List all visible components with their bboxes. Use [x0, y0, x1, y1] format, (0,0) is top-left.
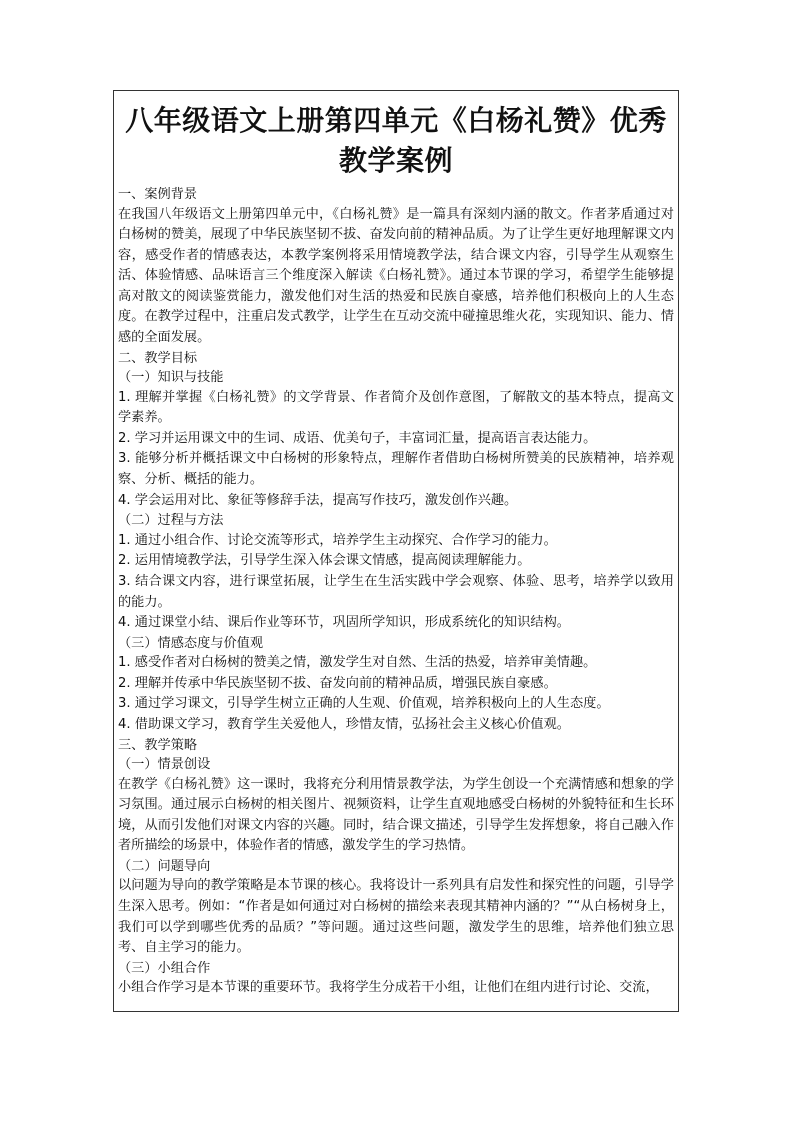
list-item: 3. 结合课文内容，进行课堂拓展，让学生在生活实践中学会观察、体验、思考，培养学以致用的能力。 [118, 573, 674, 610]
list-item: 1. 通过小组合作、讨论交流等形式，培养学生主动探究、合作学习的能力。 [118, 532, 557, 548]
list-item: 3. 能够分析并概括课文中白杨树的形象特点，理解作者借助白杨树所赞美的民族精神，培养观察、分析、概括的能力。 [118, 451, 674, 488]
subsection-heading: （三）情感态度与价值观 [118, 635, 264, 651]
document-title: 八年级语文上册第四单元《白杨礼赞》优秀教学案例 [125, 104, 667, 177]
list-item: 1. 理解并掌握《白杨礼赞》的文学背景、作者简介及创作意图，了解散文的基本特点，提高文学素养。 [118, 389, 674, 426]
section-heading: 三、教学策略 [118, 737, 198, 753]
paragraph: 在教学《白杨礼赞》这一课时，我将充分利用情景教学法，为学生创设一个充满情感和想象的学习氛围。通过展示白杨树的相关图片、视频资料，让学生直观地感受白杨树的外貌特征和生长环境，从而引发他们对课文内容的兴趣。同时，结合课文描述，引导学生发挥想象，将自己融入作者所描绘的场景中，体验作者的情感，激发学生的学习热情。 [118, 776, 674, 854]
paragraph: 在我国八年级语文上册第四单元中，《白杨礼赞》是一篇具有深刻内涵的散文。作者茅盾通过对白杨树的赞美，展现了中华民族坚韧不拔、奋发向前的精神品质。为了让学生更好地理解课文内容，感受作者的情感表达，本教学案例将采用情境教学法，结合课文内容，引导学生从观察生活、体验情感、品味语言三个维度深入解读《白杨礼赞》。通过本节课的学习，希望学生能够提高对散文的阅读鉴赏能力，激发他们对生活的热爱和民族自豪感，培养他们积极向上的人生态度。在教学过程中，注重启发式教学，让学生在互动交流中碰撞思维火花，实现知识、能力、情感的全面发展。 [118, 206, 674, 346]
list-item: 3. 通过学习课文，引导学生树立正确的人生观、价值观，培养积极向上的人生态度。 [118, 696, 610, 712]
subsection-heading: （一）情景创设 [118, 757, 211, 773]
section-heading: 二、教学目标 [118, 350, 198, 366]
list-item: 2. 学习并运用课文中的生词、成语、优美句子，丰富词汇量，提高语言表达能力。 [118, 430, 597, 446]
document-frame [113, 90, 679, 1012]
list-item: 4. 通过课堂小结、课后作业等环节，巩固所学知识，形成系统化的知识结构。 [118, 615, 570, 631]
list-item: 2. 运用情境教学法，引导学生深入体会课文情感，提高阅读理解能力。 [118, 553, 531, 569]
subsection-heading: （一）知识与技能 [118, 370, 224, 386]
list-item: 4. 借助课文学习，教育学生关爱他人，珍惜友情，弘扬社会主义核心价值观。 [118, 716, 570, 732]
paragraph: 小组合作学习是本节课的重要环节。我将学生分成若干小组，让他们在组内进行讨论、交流， [118, 980, 659, 996]
list-item: 1. 感受作者对白杨树的赞美之情，激发学生对自然、生活的热爱，培养审美情趣。 [118, 655, 597, 671]
section-heading: 一、案例背景 [118, 187, 198, 202]
subsection-heading: （二）过程与方法 [118, 513, 224, 529]
paragraph: 以问题为导向的教学策略是本节课的核心。我将设计一系列具有启发性和探究性的问题，引导学生深入思考。例如：“作者是如何通过对白杨树的描绘来表现其精神内涵的？”“从白杨树身上，我们可以学到哪些优秀的品质？”等问题。通过这些问题，激发学生的思维，培养他们独立思考、自主学习的能力。 [118, 878, 674, 956]
list-item: 2. 理解并传承中华民族坚韧不拔、奋发向前的精神品质，增强民族自豪感。 [118, 675, 557, 691]
document-body [114, 185, 678, 999]
subsection-heading: （三）小组合作 [118, 960, 211, 976]
subsection-heading: （二）问题导向 [118, 858, 211, 874]
list-item: 4. 学会运用对比、象征等修辞手法，提高写作技巧，激发创作兴趣。 [118, 492, 518, 508]
